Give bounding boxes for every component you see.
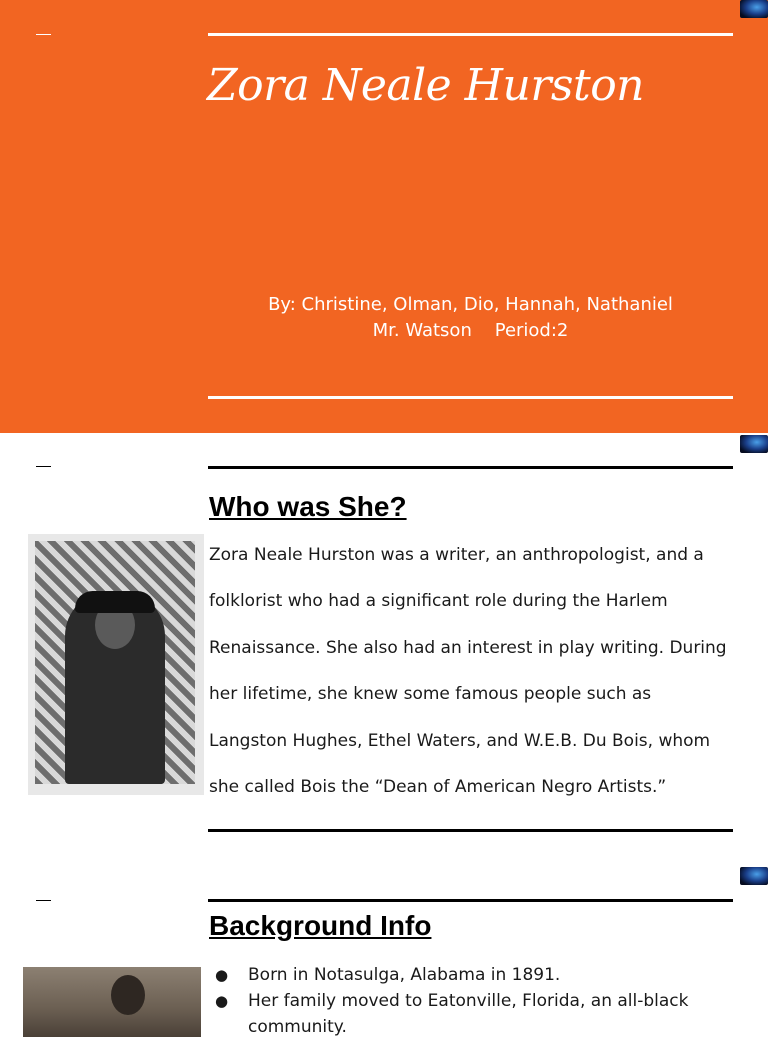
thumbnail-image-icon — [740, 435, 768, 453]
family-photo — [23, 967, 201, 1037]
list-item — [215, 962, 735, 988]
authors-line: By: Christine, Olman, Dio, Hannah, Nathaniel — [268, 294, 673, 315]
teacher-period-line: Mr. Watson Period:2 — [372, 320, 569, 341]
top-rule — [208, 33, 733, 36]
byline — [208, 292, 733, 344]
background-info-slide — [0, 866, 768, 1037]
thumbnail-image-icon — [740, 867, 768, 885]
bottom-rule — [208, 396, 733, 399]
portrait-photo — [28, 534, 204, 795]
bullet-list — [215, 962, 735, 1040]
list-item — [215, 988, 735, 1040]
slide-marker-dash — [36, 900, 51, 901]
slide-heading: Who was She? — [209, 491, 407, 522]
slide-marker-dash — [36, 466, 51, 467]
presentation-title: Zora Neale Hurston — [207, 60, 645, 111]
bullet-icon: ● — [215, 992, 229, 1010]
slide-heading: Background Info — [209, 910, 432, 941]
who-was-she-slide — [0, 433, 768, 866]
bullet-icon: ● — [215, 966, 229, 984]
biography-text: Zora Neale Hurston was a writer, an anthropologist, and a folklorist who had a significant role during the Harlem Renaissance. She also had an interest in play writing. During her lifetime, she knew some famous people such as Langston Hughes, Ethel Waters, and W.E.B. Du Bois, whom she called Bois the “Dean of American Negro Artists.” — [209, 545, 727, 798]
slide-marker-dash — [36, 34, 51, 35]
top-rule — [208, 466, 733, 469]
title-slide — [0, 0, 768, 433]
thumbnail-image-icon — [740, 0, 768, 18]
top-rule — [208, 899, 733, 902]
bullet-text: Her family moved to Eatonville, Florida, an all-black community. — [248, 991, 689, 1037]
bullet-text: Born in Notasulga, Alabama in 1891. — [248, 965, 561, 985]
bottom-rule — [208, 829, 733, 832]
